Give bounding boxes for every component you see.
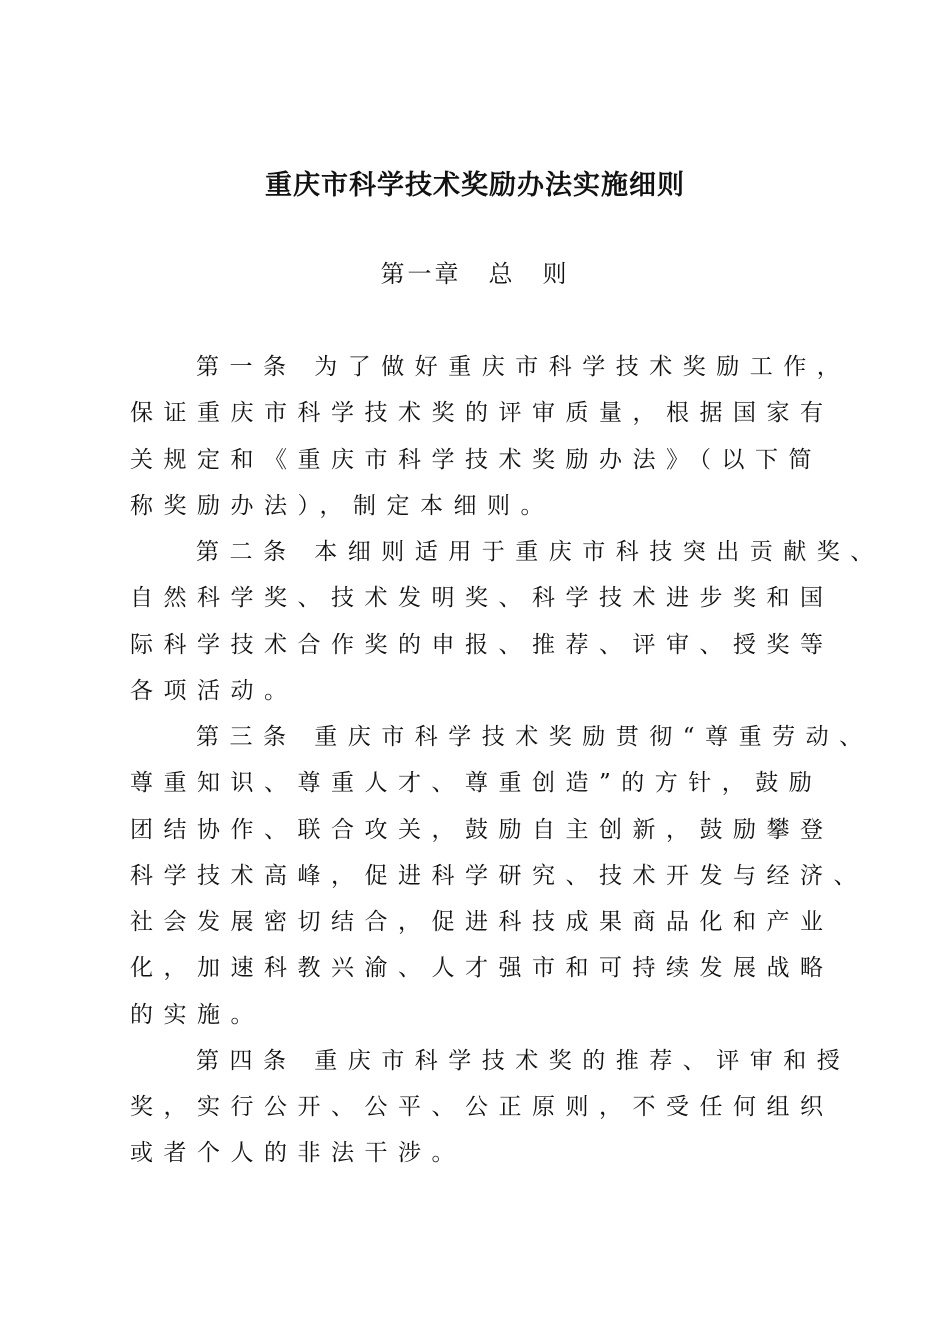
document-title: 重庆市科学技术奖励办法实施细则 xyxy=(265,170,685,201)
article-3-line-7: 的实施。 xyxy=(130,1002,264,1028)
article-2-line-2: 自然科学奖、技术发明奖、科学技术进步奖和国 xyxy=(130,585,834,611)
article-3-line-6: 化，加速科教兴渝、人才强市和可持续发展战略 xyxy=(130,955,834,981)
article-1-line-2: 保证重庆市科学技术奖的评审质量，根据国家有 xyxy=(130,400,834,426)
article-1-line-3: 关规定和《重庆市科学技术奖励办法》（以下简 xyxy=(130,447,822,473)
article-4-line-2: 奖，实行公开、公平、公正原则，不受任何组织 xyxy=(130,1094,834,1120)
article-3-line-1: 第三条 重庆市科学技术奖励贯彻“尊重劳动、 xyxy=(196,724,873,750)
article-1-line-1: 第一条 为了做好重庆市科学技术奖励工作， xyxy=(196,354,851,380)
chapter-heading: 第一章 总 则 xyxy=(380,260,570,288)
article-4-line-1: 第四条 重庆市科学技术奖的推荐、评审和授 xyxy=(196,1048,851,1074)
article-2-line-1: 第二条 本细则适用于重庆市科技突出贡献奖、 xyxy=(196,539,884,565)
article-1-line-4: 称奖励办法），制定本细则。 xyxy=(130,493,554,519)
article-2-line-3: 际科学技术合作奖的申报、推荐、评审、授奖等 xyxy=(130,632,834,658)
article-4-line-3: 或者个人的非法干涉。 xyxy=(130,1140,465,1166)
article-3-line-4: 科学技术高峰，促进科学研究、技术开发与经济、 xyxy=(130,863,867,889)
article-3-line-2: 尊重知识、尊重人才、尊重创造”的方针，鼓励 xyxy=(130,770,823,796)
article-2-line-4: 各项活动。 xyxy=(130,678,298,704)
article-3-line-5: 社会发展密切结合，促进科技成果商品化和产业 xyxy=(130,909,834,935)
article-3-line-3: 团结协作、联合攻关，鼓励自主创新，鼓励攀登 xyxy=(130,817,834,843)
